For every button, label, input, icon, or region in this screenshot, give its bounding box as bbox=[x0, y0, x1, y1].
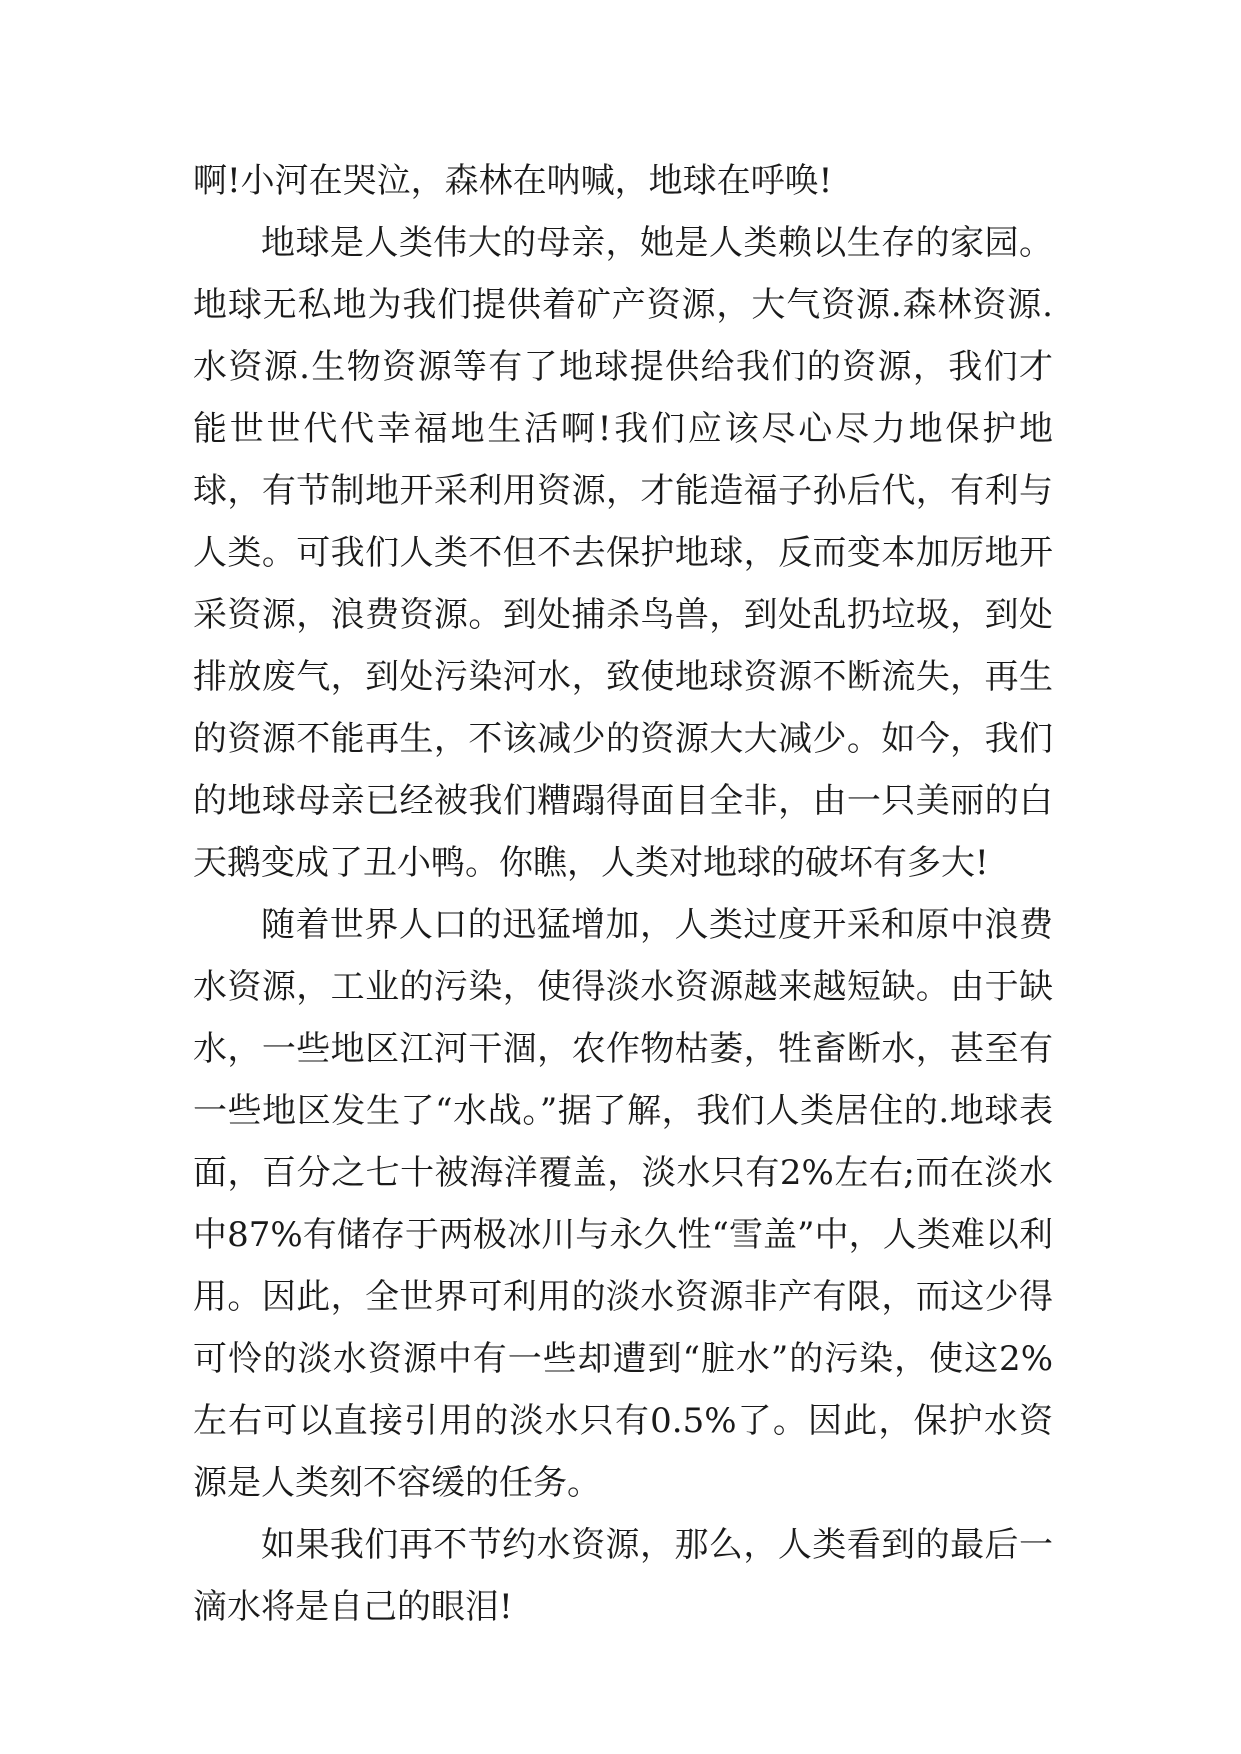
paragraph-conclusion: 如果我们再不节约水资源，那么，人类看到的最后一滴水将是自己的眼泪! bbox=[193, 1525, 1053, 1627]
paragraph-intro: 啊!小河在哭泣，森林在呐喊，地球在呼唤! bbox=[193, 161, 833, 201]
paragraph-water-shortage: 随着世界人口的迅猛增加，人类过度开采和原中浪费水资源，工业的污染，使得淡水资源越来越短缺。由于缺水，一些地区江河干涸，农作物枯萎，牲畜断水，甚至有一些地区发生了“水战。”据了解，我们人类居住的.地球表面，百分之七十被海洋覆盖，淡水只有2%左右;而在淡水中87%有储存于两极冰川与永久性“雪盖”中，人类难以利用。因此，全世界可利用的淡水资源非产有限，而这少得可怜的淡水资源中有一些却遭到“脏水”的污染，使这2%左右可以直接引用的淡水只有0.5%了。因此，保护水资源是人类刻不容缓的任务。 bbox=[193, 905, 1053, 1503]
document-body bbox=[193, 150, 1053, 1638]
paragraph-earth-mother: 地球是人类伟大的母亲，她是人类赖以生存的家园。地球无私地为我们提供着矿产资源，大气资源.森林资源.水资源.生物资源等有了地球提供给我们的资源，我们才能世世代代幸福地生活啊!我们应该尽心尽力地保护地球，有节制地开采利用资源，才能造福子孙后代，有利与人类。可我们人类不但不去保护地球，反而变本加厉地开采资源，浪费资源。到处捕杀鸟兽，到处乱扔垃圾，到处排放废气，到处污染河水，致使地球资源不断流失，再生的资源不能再生，不该减少的资源大大减少。如今，我们的地球母亲已经被我们糟蹋得面目全非，由一只美丽的白天鹅变成了丑小鸭。你瞧，人类对地球的破坏有多大! bbox=[193, 223, 1053, 883]
